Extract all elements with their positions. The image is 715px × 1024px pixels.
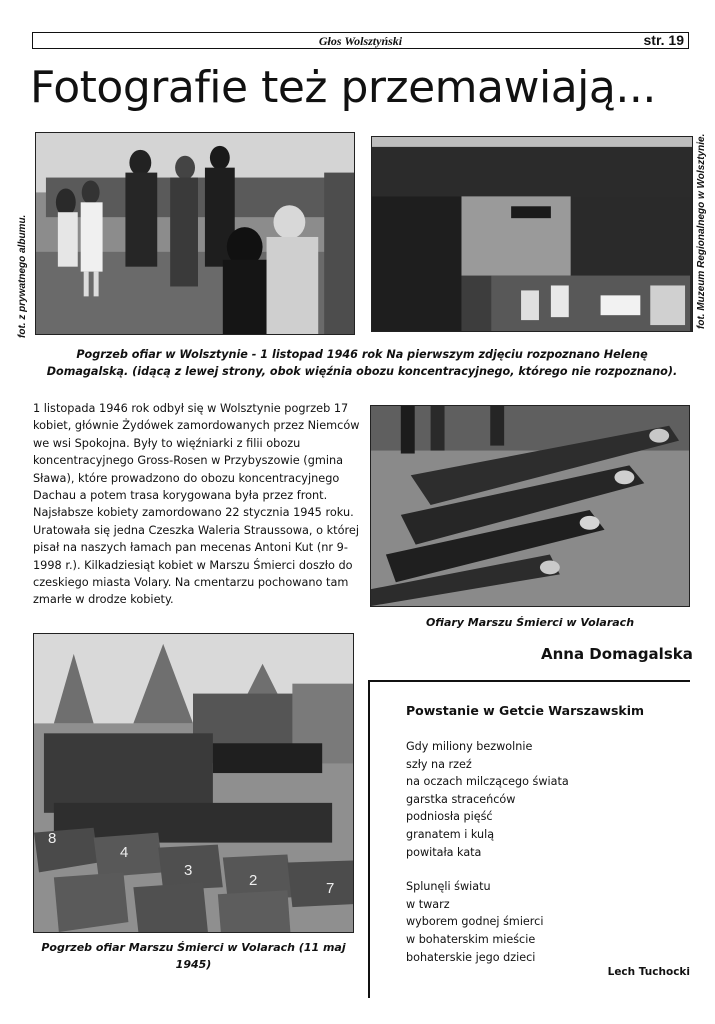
article-body — [33, 400, 360, 609]
poem-line: powitała kata — [406, 845, 482, 859]
caption-top: Pogrzeb ofiar w Wolsztynie - 1 listopad 1946 rok Na pierwszym zdjęciu rozpoznano Helenę Domagalską. (idącą z lewej strony, obok więźnia obozu koncentracyjnego, którego nie rozpoznano). — [46, 348, 678, 378]
poem-line: bohaterskie jego dzieci — [406, 950, 536, 964]
page-number: str. 19 — [643, 32, 684, 48]
photo-volary-funeral — [33, 633, 354, 933]
photo-funeral-procession — [35, 132, 355, 335]
poem-author: Lech Tuchocki — [607, 966, 690, 978]
poem-line: szły na rzeź — [406, 757, 472, 771]
coffin-number: 7 — [326, 880, 335, 897]
article-author: Anna Domagalska — [541, 645, 693, 663]
coffin-number: 4 — [120, 844, 129, 861]
caption-bottom: Pogrzeb ofiar Marszu Śmierci w Volarach (11 maj 1945) — [41, 941, 346, 971]
poem-line: granatem i kulą — [406, 827, 495, 841]
photo-credit-left: fot. z prywatnego albumu. — [17, 214, 28, 338]
poem-line: podniosła pięść — [406, 810, 493, 824]
photo-death-march-victims — [370, 405, 690, 607]
coffin-number: 3 — [184, 862, 193, 879]
masthead-bar — [32, 32, 689, 49]
poem-line: Gdy miliony bezwolnie — [406, 740, 533, 753]
article-headline: Fotografie też przemawiają... — [30, 62, 656, 113]
article-paragraph: Najsłabsze kobiety zamordowano 22 stycznia 1945 roku. Uratowała się jedna Czeszka Waleria Straussowa, o której pisał na naszych łamach pan mecenas Antoni Kut (nr 9-1998 r.). Kilkadziesiąt kobiet w Marszu Śmierci doszło do czeskiego miasta Volary. Na cmentarzu pochowano tam zmarłe w drodze kobiety. — [33, 506, 359, 607]
poem-line: w bohaterskim mieście — [406, 932, 536, 946]
poem-body — [406, 738, 656, 966]
poem-line: Splunęli światu — [406, 880, 491, 894]
article-paragraph: 1 listopada 1946 rok odbył się w Wolsztynie pogrzeb 17 kobiet, głównie Żydówek zamordowanych przez Niemców we wsi Spokojna. Były to więźniarki z filii obozu koncentracyjnego Gross-Rosen w Przybyszowie (gmina Sława), które prowadzono do obozu koncentracyjnego Dachau a potem trasa korygowana była przez front. — [33, 402, 360, 503]
coffin-number: 2 — [249, 872, 258, 889]
photo-funeral-crowd — [371, 136, 693, 332]
stanza-break — [406, 861, 656, 878]
poem-line: garstka straceńców — [406, 792, 516, 806]
publication-name: Głos Wolsztyński — [318, 34, 403, 48]
poem-title: Powstanie w Getcie Warszawskim — [406, 703, 645, 718]
poem-line: w twarz — [406, 897, 450, 911]
poem-line: na oczach milczącego świata — [406, 775, 569, 789]
coffin-number: 8 — [48, 830, 57, 847]
photo-credit-right: fot. Muzeum Regionalnego w Wolsztynie. — [696, 133, 707, 329]
caption-mid: Ofiary Marszu Śmierci w Volarach — [425, 616, 635, 629]
poem-line: wyborem godnej śmierci — [406, 915, 544, 929]
